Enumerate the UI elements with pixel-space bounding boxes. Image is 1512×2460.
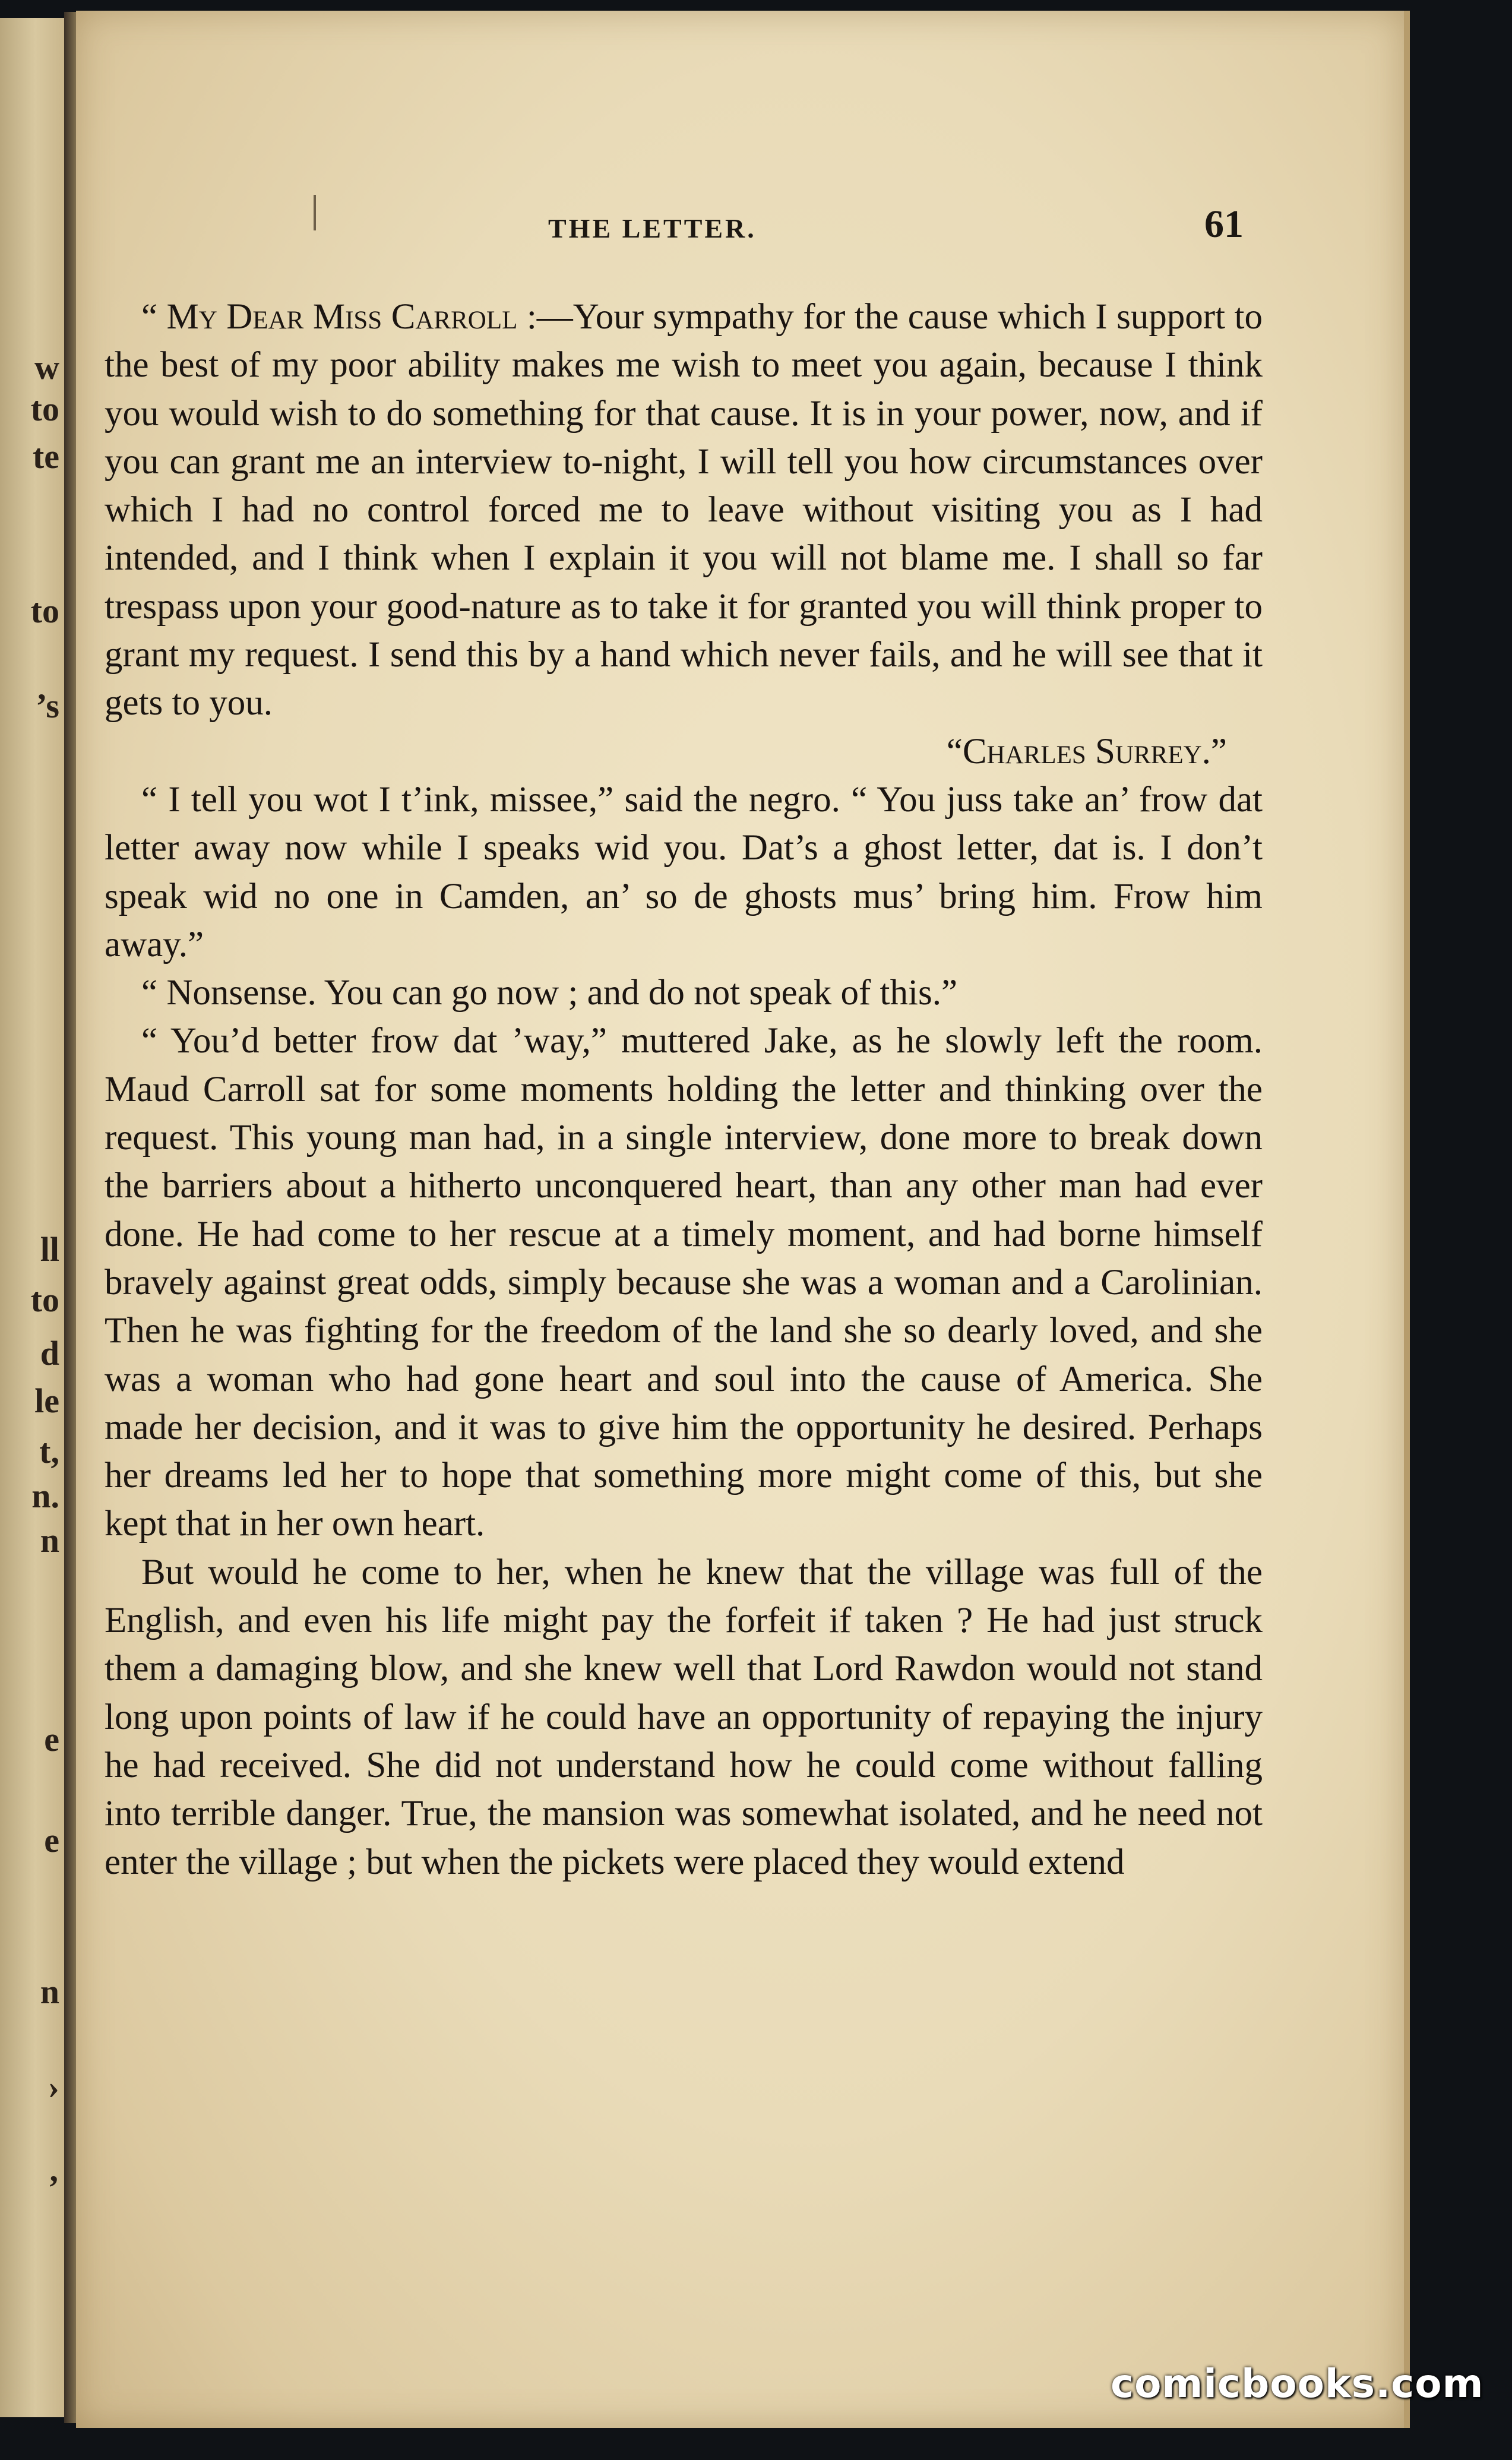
letter-body: —Your sympathy for the cause which I support to the best of my poor ability makes me wish to meet you again, because I think you would wish to do something for that cause. It is in your power, now, and if you can grant me an interview to-night, I will tell you how circumstances over which I had no control forced me to leave without visiting you as I had intended, and I think when I explain it you will not blame me. I shall so far trespass upon your good-nature as to take it for granted you will think proper to grant my request. I send this by a hand which never fails, and he will see that it gets to you. (105, 297, 1263, 723)
prev-page-fragment: le (34, 1381, 59, 1420)
running-head: THE LETTER. (548, 213, 757, 244)
paragraph: But would he come to her, when he knew that the village was full of the English, and even his life might pay the forfeit if taken ? He had just struck them a damaging blow, and she knew well that Lord Rawdon would not stand long upon points of law if he could have an opportunity of repaying the injury he had received. She did not understand how he could come without falling into terrible danger. True, the mansion was somewhat isolated, and he need not enter the village ; but when the pickets were placed they would extend (105, 1552, 1263, 1882)
prev-page-fragment: n. (31, 1476, 59, 1515)
site-watermark: comicbooks.com (1111, 2361, 1484, 2407)
prev-page-fragment: w (34, 348, 59, 387)
prev-page-fragment: e (44, 1821, 59, 1860)
letter-salutation: “ My Dear Miss Carroll : (141, 297, 537, 337)
prev-page-fragment: ll (40, 1230, 59, 1269)
letter-signature: “Charles Surrey.” (946, 731, 1227, 771)
prev-page-fragment: n (40, 1972, 59, 2011)
body-text (105, 293, 1263, 1886)
prev-page-fragment: to (30, 1280, 59, 1319)
prev-page-fragment: › (48, 2067, 59, 2106)
page-header (76, 203, 1404, 260)
prev-page-fragment: d (40, 1334, 59, 1373)
letter-paragraph (105, 293, 1263, 728)
prev-page-fragment: to (30, 390, 59, 428)
prev-page-fragment: te (32, 437, 59, 476)
prev-page-fragment: ’s (36, 687, 59, 725)
prev-page-fragment: e (44, 1720, 59, 1759)
previous-page-edge (0, 18, 68, 2417)
paragraph: “ You’d better frow dat ’way,” muttered Jake, as he slowly left the room. Maud Carroll sat for some moments holding the letter and thinking over the request. This young man had, in a single interview, done more to break down the barriers about a hitherto unconquered heart, than any other man had ever done. He had come to her rescue at a timely moment, and had borne himself bravely against great odds, simply because she was a woman and a Carolinian. Then he was fighting for the freedom of the land she so dearly loved, and she was a woman who had gone heart and soul into the cause of America. She made her decision, and it was to give him the opportunity he desired. Perhaps her dreams led her to hope that something more might come of this, but she kept that in her own heart. (105, 1021, 1263, 1544)
paragraph: “ Nonsense. You can go now ; and do not speak of this.” (141, 973, 958, 1013)
paragraph: “ I tell you wot I t’ink, missee,” said the negro. “ You juss take an’ frow dat letter away now while I speaks wid you. Dat’s a ghost letter, dat is. I don’t speak wid no one in Camden, an’ so de ghosts mus’ bring him. Frow him away.” (105, 779, 1263, 965)
page-number: 61 (1204, 203, 1244, 246)
prev-page-fragment: n (40, 1521, 59, 1560)
prev-page-fragment: t, (39, 1432, 59, 1471)
prev-page-fragment: to (30, 592, 59, 630)
prev-page-fragment: ’ (48, 2168, 59, 2207)
book-page (76, 11, 1410, 2428)
